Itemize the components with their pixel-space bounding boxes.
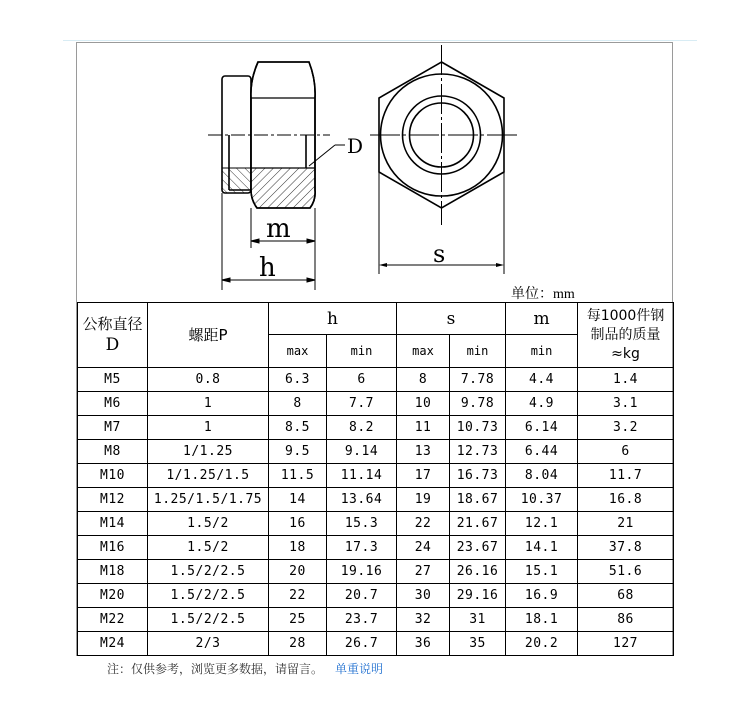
cell-m-min: 12.1 [506,512,578,536]
cell-h-max: 14 [269,488,327,512]
header-mass: 每1000件钢 制品的质量 ≈kg [578,303,674,368]
cell-h-min: 9.14 [327,440,397,464]
cell-m-min: 6.14 [506,416,578,440]
cell-mass: 16.8 [578,488,674,512]
cell-s-min: 12.73 [450,440,506,464]
cell-s-min: 10.73 [450,416,506,440]
cell-s-min: 26.16 [450,560,506,584]
table-row [78,368,674,392]
cell-pitch: 1 [148,392,269,416]
cell-m-min: 14.1 [506,536,578,560]
cell-diameter: M5 [78,368,148,392]
header-m: m [506,303,578,335]
cell-mass: 1.4 [578,368,674,392]
cell-h-max: 16 [269,512,327,536]
label-s: s [433,240,446,268]
cell-s-max: 36 [397,632,450,656]
cell-diameter: M18 [78,560,148,584]
cell-mass: 3.1 [578,392,674,416]
cell-h-max: 25 [269,608,327,632]
header-nominal-diameter: 公称直径 D [78,303,148,368]
cell-s-max: 19 [397,488,450,512]
cell-h-min: 20.7 [327,584,397,608]
cell-pitch: 1/1.25 [148,440,269,464]
cell-diameter: M24 [78,632,148,656]
cell-mass: 51.6 [578,560,674,584]
cell-pitch: 0.8 [148,368,269,392]
table-row [78,536,674,560]
table-row [78,512,674,536]
table-row [78,440,674,464]
cell-h-max: 18 [269,536,327,560]
cell-s-max: 24 [397,536,450,560]
footnote [107,660,383,677]
label-h: h [259,253,276,283]
cell-pitch: 1/1.25/1.5 [148,464,269,488]
cell-pitch: 1 [148,416,269,440]
cell-h-max: 8.5 [269,416,327,440]
cell-h-max: 11.5 [269,464,327,488]
table-row [78,584,674,608]
cell-pitch: 1.5/2/2.5 [148,560,269,584]
cell-s-min: 35 [450,632,506,656]
cell-mass: 37.8 [578,536,674,560]
unit-label: 单位：mm [511,287,575,302]
cell-h-min: 15.3 [327,512,397,536]
cell-h-min: 6 [327,368,397,392]
cell-mass: 11.7 [578,464,674,488]
cell-s-min: 16.73 [450,464,506,488]
cell-s-min: 29.16 [450,584,506,608]
cell-h-min: 17.3 [327,536,397,560]
cell-mass: 3.2 [578,416,674,440]
cell-diameter: M22 [78,608,148,632]
cell-h-min: 11.14 [327,464,397,488]
spec-table [77,302,674,656]
label-d: D [347,134,364,158]
cell-m-min: 4.9 [506,392,578,416]
cell-s-max: 11 [397,416,450,440]
cell-s-min: 9.78 [450,392,506,416]
cell-diameter: M20 [78,584,148,608]
cell-mass: 127 [578,632,674,656]
cell-pitch: 1.5/2/2.5 [148,608,269,632]
header-m-min: min [506,335,578,368]
table-row [78,392,674,416]
table-row [78,608,674,632]
cell-m-min: 8.04 [506,464,578,488]
cell-s-max: 22 [397,512,450,536]
cell-s-min: 31 [450,608,506,632]
cell-mass: 68 [578,584,674,608]
header-h-max: max [269,335,327,368]
cell-diameter: M10 [78,464,148,488]
cell-pitch: 1.5/2/2.5 [148,584,269,608]
header-h: h [269,303,397,335]
table-row [78,416,674,440]
cell-s-max: 32 [397,608,450,632]
footnote-text: 注：仅供参考，浏览更多数据，请留言。 [107,662,324,676]
cell-s-max: 17 [397,464,450,488]
header-h-min: min [327,335,397,368]
cell-h-max: 22 [269,584,327,608]
cell-mass: 86 [578,608,674,632]
cell-mass: 6 [578,440,674,464]
cell-mass: 21 [578,512,674,536]
cell-s-min: 21.67 [450,512,506,536]
cell-h-min: 26.7 [327,632,397,656]
cell-h-max: 8 [269,392,327,416]
cell-s-max: 10 [397,392,450,416]
cell-m-min: 15.1 [506,560,578,584]
table-row [78,488,674,512]
cell-s-min: 23.67 [450,536,506,560]
cell-s-max: 13 [397,440,450,464]
nut-drawing [0,0,750,300]
cell-h-max: 20 [269,560,327,584]
cell-s-max: 8 [397,368,450,392]
cell-diameter: M16 [78,536,148,560]
cell-m-min: 6.44 [506,440,578,464]
cell-s-max: 30 [397,584,450,608]
table-row [78,560,674,584]
cell-h-min: 23.7 [327,608,397,632]
cell-pitch: 2/3 [148,632,269,656]
cell-h-min: 13.64 [327,488,397,512]
header-pitch: 螺距P [148,303,269,368]
header-s: s [397,303,506,335]
label-m: m [266,214,291,244]
cell-s-min: 18.67 [450,488,506,512]
cell-pitch: 1.5/2 [148,536,269,560]
cell-h-min: 8.2 [327,416,397,440]
cell-pitch: 1.5/2 [148,512,269,536]
cell-m-min: 18.1 [506,608,578,632]
cell-s-min: 7.78 [450,368,506,392]
cell-diameter: M12 [78,488,148,512]
cell-h-min: 19.16 [327,560,397,584]
cell-m-min: 16.9 [506,584,578,608]
table-row [78,632,674,656]
cell-m-min: 4.4 [506,368,578,392]
cell-s-max: 27 [397,560,450,584]
unit-weight-link[interactable]: 单重说明 [335,662,384,676]
header-s-min: min [450,335,506,368]
cell-diameter: M14 [78,512,148,536]
cell-h-max: 6.3 [269,368,327,392]
table-row [78,464,674,488]
cell-h-max: 9.5 [269,440,327,464]
cell-pitch: 1.25/1.5/1.75 [148,488,269,512]
cell-diameter: M7 [78,416,148,440]
cell-h-max: 28 [269,632,327,656]
header-s-max: max [397,335,450,368]
cell-m-min: 20.2 [506,632,578,656]
cell-h-min: 7.7 [327,392,397,416]
cell-m-min: 10.37 [506,488,578,512]
cell-diameter: M6 [78,392,148,416]
cell-diameter: M8 [78,440,148,464]
